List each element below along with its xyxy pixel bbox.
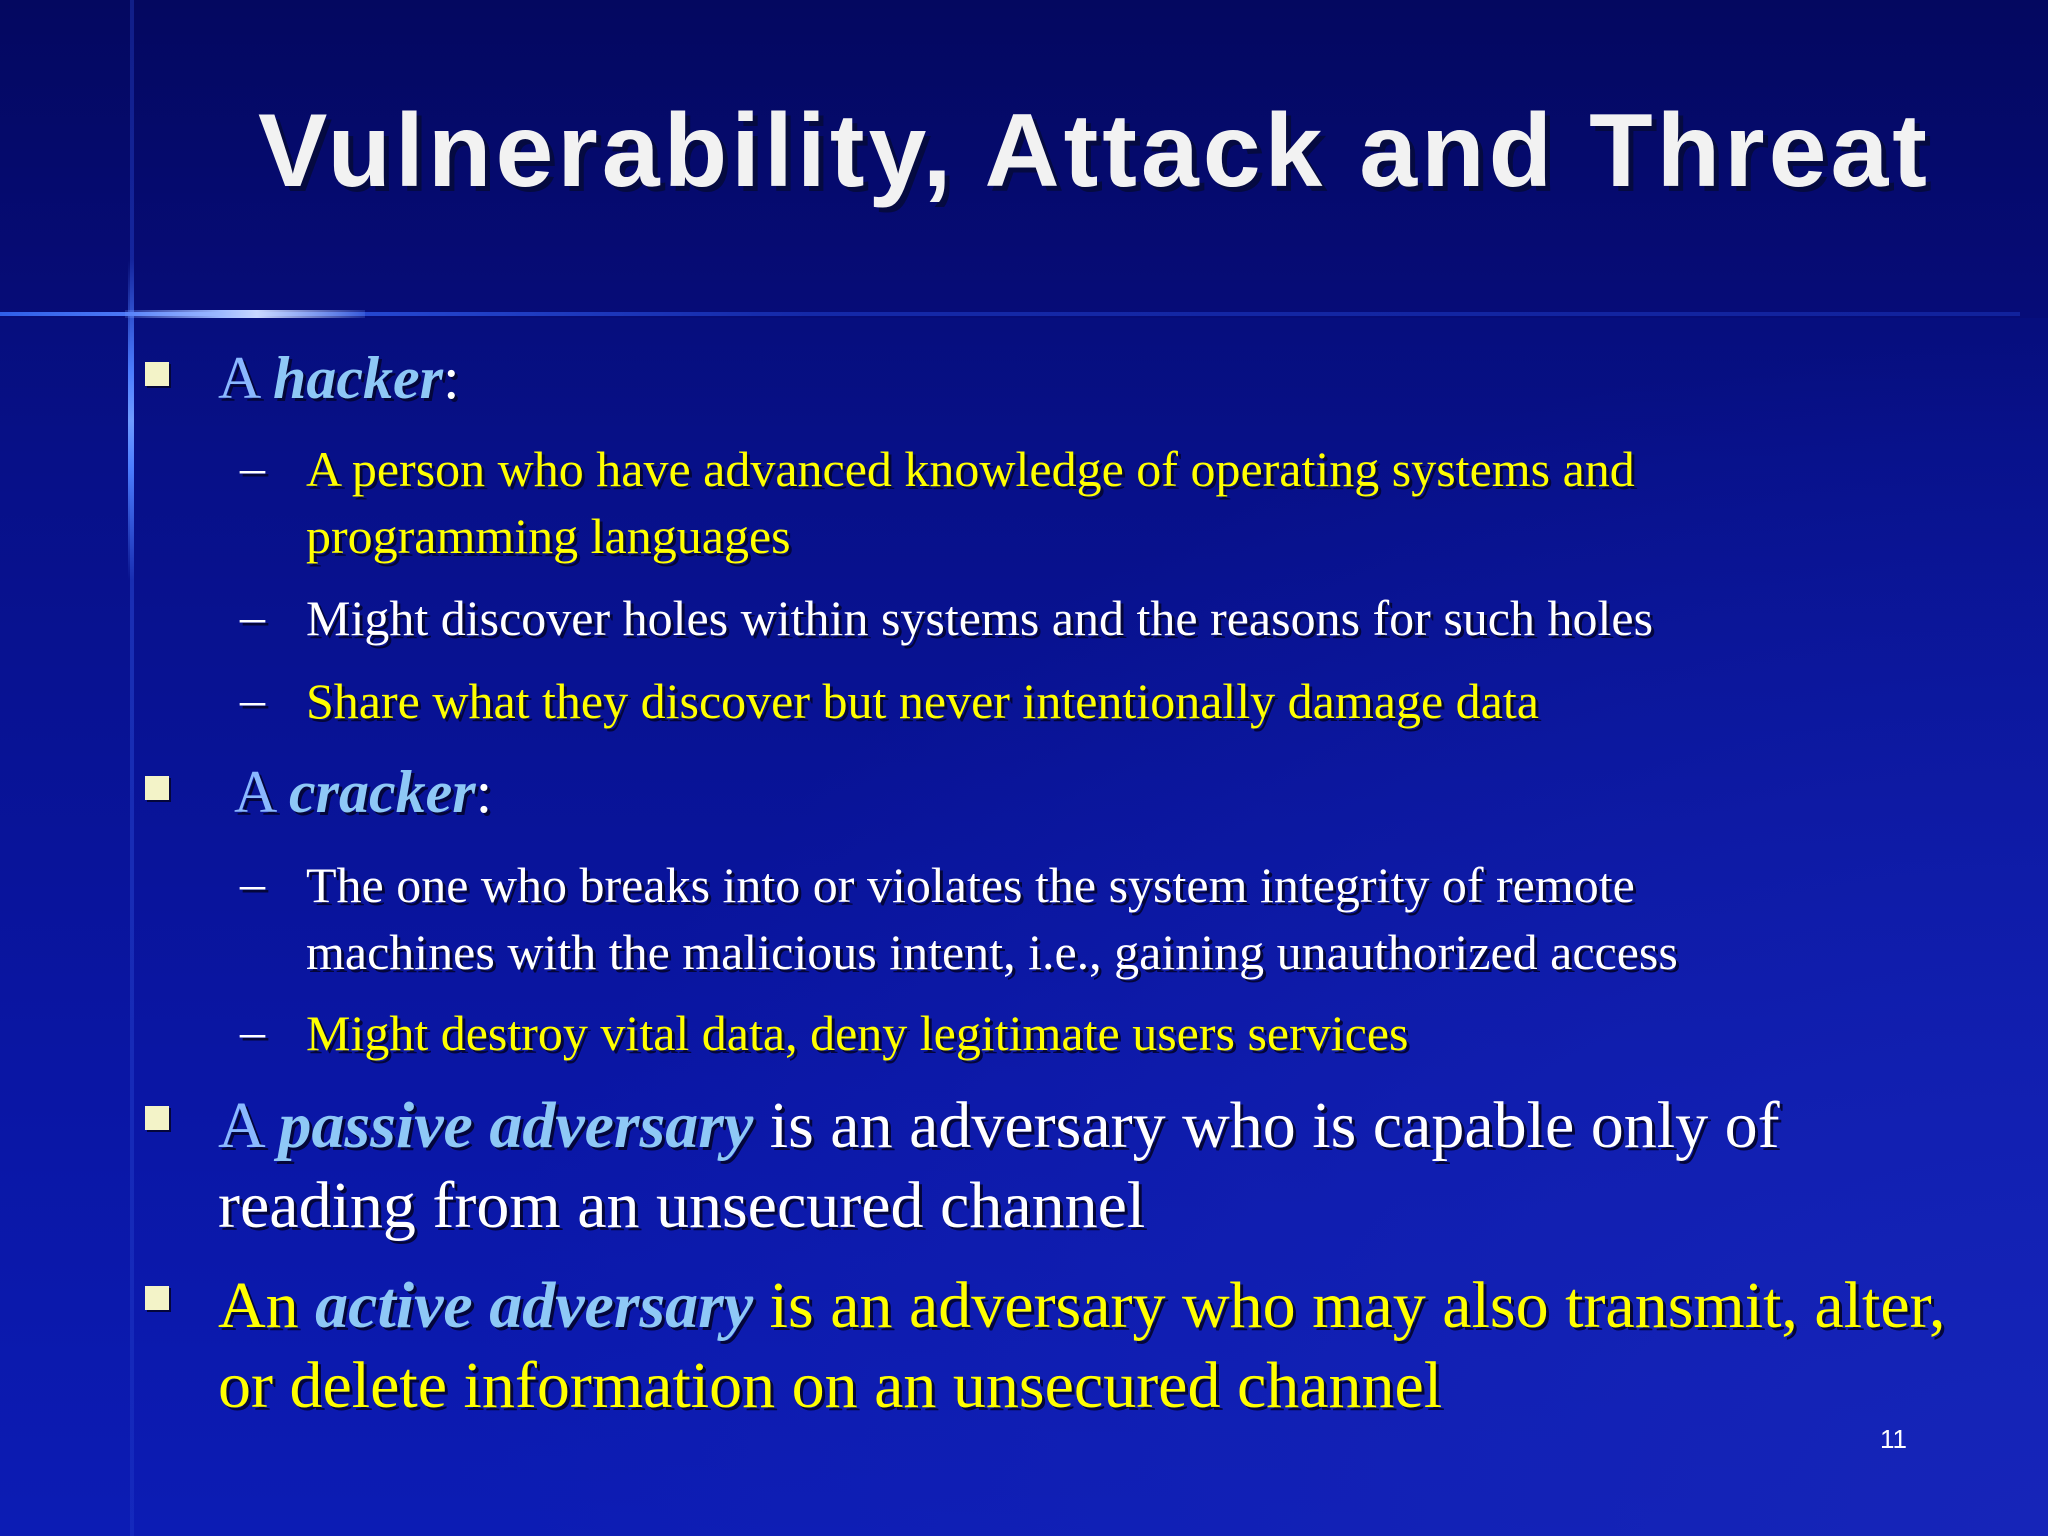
bullet-square-icon — [145, 362, 169, 386]
bullet-line: reading from an unsecured channel — [218, 1169, 1146, 1242]
bullet-line — [218, 1086, 1780, 1166]
bullet-prefix: A — [234, 759, 290, 825]
subitem-line: Might destroy vital data, deny legitimate users services — [306, 1005, 1409, 1061]
bullet-prefix: A — [218, 345, 274, 411]
bullet-text: is an adversary who may also transmit, alter, — [753, 1269, 1946, 1342]
page-number: 11 — [1880, 1424, 1907, 1454]
bullet-cracker — [234, 758, 492, 827]
dash-icon: – — [240, 671, 265, 727]
subitem-line: Might discover holes within systems and the reasons for such holes — [306, 590, 1654, 646]
bullet-passive-adversary — [218, 1086, 1780, 1246]
bullet-square-icon — [145, 1106, 169, 1130]
subitem-cracker-1 — [306, 852, 1678, 986]
term-hacker: hacker — [273, 345, 444, 411]
subitem-hacker-3 — [306, 668, 1539, 735]
subitem-line: A person who have advanced knowledge of operating systems and — [306, 441, 1635, 497]
bullet-line: or delete information on an unsecured channel — [218, 1349, 1443, 1422]
dash-icon: – — [240, 855, 265, 911]
bullet-active-adversary — [218, 1266, 1946, 1426]
bullet-text: is an adversary who is capable only of — [753, 1089, 1780, 1162]
term-active-adversary: active adversary — [315, 1269, 754, 1342]
slide-title: Vulnerability, Attack and Threat — [258, 93, 1931, 209]
subitem-hacker-2 — [306, 585, 1653, 652]
bullet-suffix: : — [443, 345, 460, 411]
subitem-hacker-1 — [306, 436, 1635, 570]
term-passive-adversary: passive adversary — [278, 1089, 754, 1162]
decorative-horizontal-glow — [125, 310, 365, 318]
term-cracker: cracker — [289, 759, 476, 825]
subitem-line: Share what they discover but never intentionally damage data — [306, 673, 1539, 729]
subitem-cracker-2 — [306, 1000, 1409, 1067]
bullet-line — [218, 1266, 1946, 1346]
dash-icon: – — [240, 1003, 265, 1059]
subitem-line: programming languages — [306, 508, 791, 564]
bullet-prefix: A — [218, 1089, 279, 1162]
decorative-vertical-glow — [128, 260, 134, 580]
bullet-hacker — [218, 344, 460, 413]
bullet-square-icon — [145, 776, 169, 800]
bullet-prefix: An — [218, 1269, 316, 1342]
bullet-suffix: : — [475, 759, 493, 825]
bullet-square-icon — [145, 1286, 169, 1310]
dash-icon: – — [240, 439, 265, 495]
dash-icon: – — [240, 588, 265, 644]
decorative-vertical-line — [130, 0, 134, 1536]
subitem-line: The one who breaks into or violates the system integrity of remote — [306, 857, 1635, 913]
subitem-line: machines with the malicious intent, i.e., gaining unauthorized access — [306, 924, 1678, 980]
